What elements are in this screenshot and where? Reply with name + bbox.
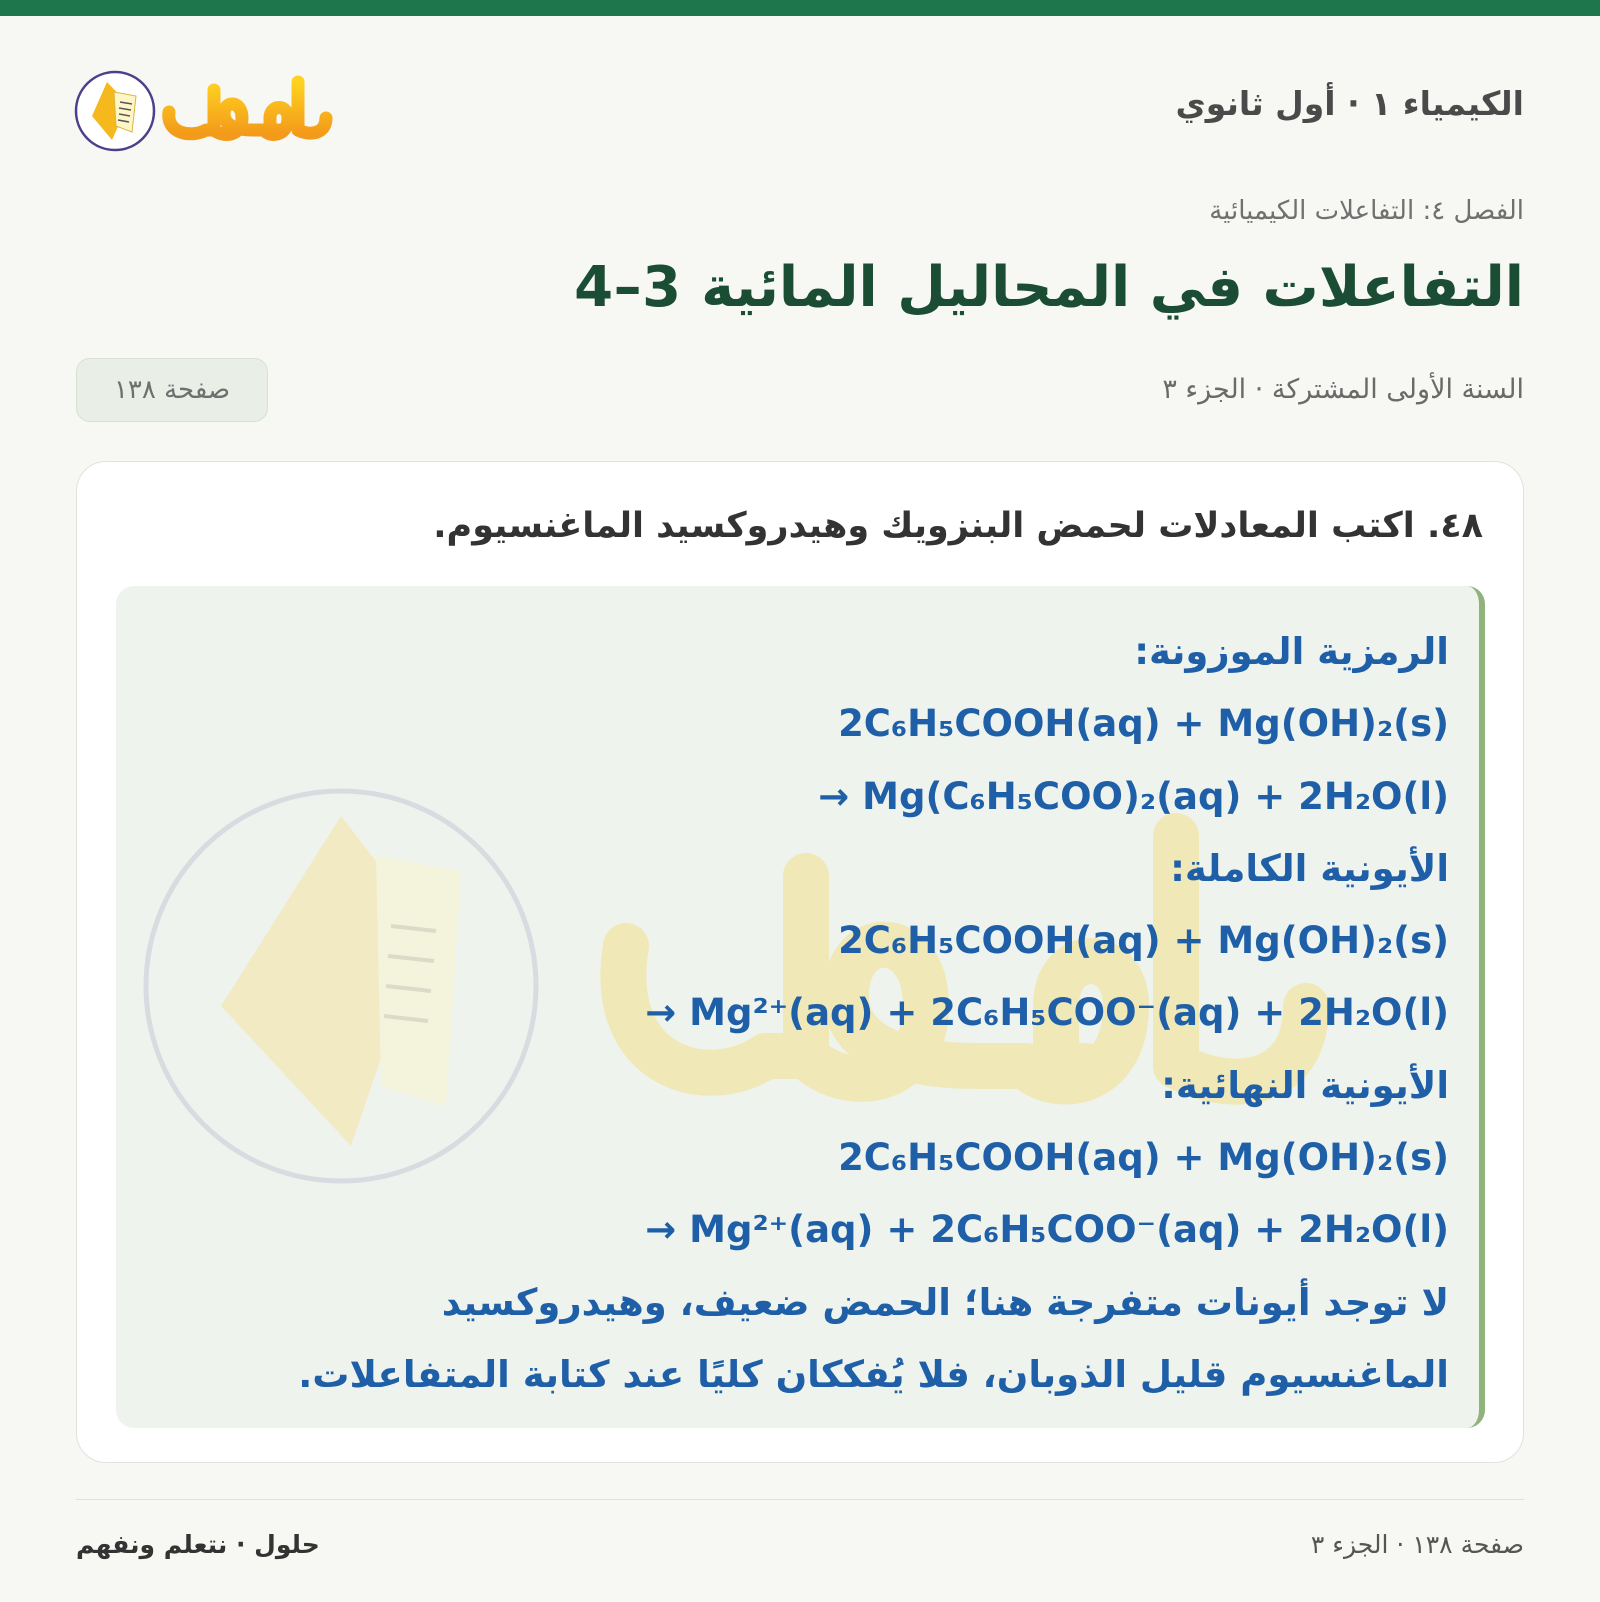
answer-box [116, 586, 1485, 1428]
page-badge: صفحة ١٣٨ [76, 358, 268, 422]
answer-label-complete-ionic: الأيونية الكاملة: [1170, 846, 1449, 890]
answer-note: لا توجد أيونات متفرجة هنا؛ الحمض ضعيف، وهيدروكسيد [441, 1280, 1449, 1324]
equation-line: 2C₆H₅COOH(aq) + Mg(OH)₂(s) [838, 919, 1449, 963]
answer-lines [146, 616, 1449, 1411]
lesson-number: 4–3 [574, 255, 682, 320]
chapter-title: الفصل ٤: التفاعلات الكيميائية [1209, 196, 1524, 226]
answer-label-net-ionic: الأيونية النهائية: [1161, 1063, 1449, 1107]
answer-note: الماغنسيوم قليل الذوبان، فلا يُفككان كليًا عند كتابة المتفاعلات. [298, 1352, 1449, 1396]
footer-page-info: صفحة ١٣٨ · الجزء ٣ [1310, 1530, 1524, 1559]
book-icon [74, 52, 336, 160]
answer-label-balanced: الرمزية الموزونة: [1134, 630, 1449, 673]
logo [74, 52, 336, 160]
equation-line: → Mg²⁺(aq) + 2C₆H₅COO⁻(aq) + 2H₂O(l) [645, 1208, 1449, 1252]
equation-line: 2C₆H₅COOH(aq) + Mg(OH)₂(s) [838, 702, 1449, 746]
top-accent-bar [0, 0, 1600, 16]
lesson-meta: السنة الأولى المشتركة · الجزء ٣ [1162, 374, 1524, 405]
equation-line: → Mg²⁺(aq) + 2C₆H₅COO⁻(aq) + 2H₂O(l) [645, 991, 1449, 1035]
lesson-title [574, 255, 1524, 320]
lesson-title-text: التفاعلات في المحاليل المائية [701, 255, 1524, 320]
course-title: الكيمياء ١ · أول ثانوي [1175, 84, 1524, 123]
footer-brand: حلول · نتعلم ونفهم [76, 1530, 320, 1559]
question-card [76, 461, 1524, 1463]
footer-divider [76, 1499, 1524, 1500]
equation-line: → Mg(C₆H₅COO)₂(aq) + 2H₂O(l) [818, 774, 1449, 818]
question-text: ٤٨. اكتب المعادلات لحمض البنزويك وهيدروكسيد الماغنسيوم. [433, 506, 1483, 546]
equation-line: 2C₆H₅COOH(aq) + Mg(OH)₂(s) [838, 1136, 1449, 1180]
